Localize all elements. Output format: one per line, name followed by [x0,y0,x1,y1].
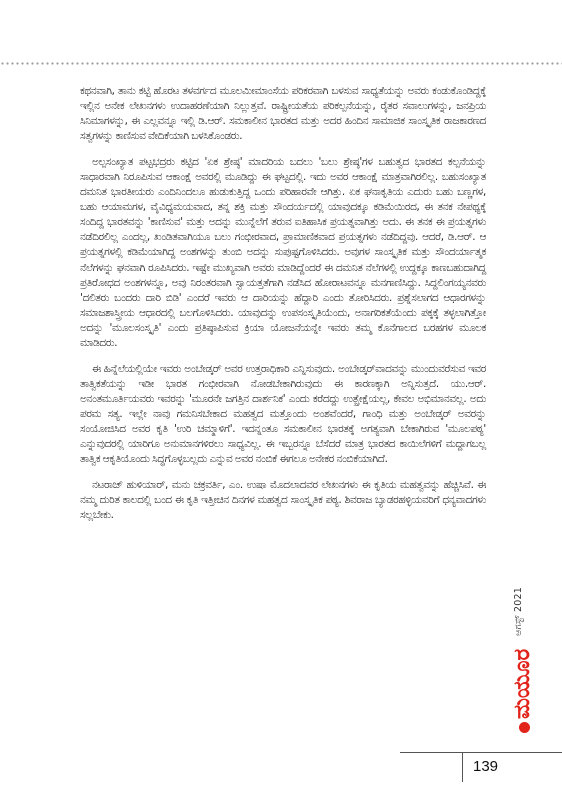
issue-month-label: ಆಗಸ್ಟ್ 2021 [513,586,524,636]
red-dot-marker [519,722,530,733]
dotted-header-rule [0,62,562,65]
article-paragraph-3: ಈ ಹಿನ್ನೆಲೆಯಲ್ಲಿಯೇ ಇವರು ಅಂಬೇಡ್ಕರ್ ಅವರ ಉತ್ತರಾಧಿಕಾರಿ ಎನ್ನಿಸುವುದು. ಅಂಬೇಡ್ಕರ್‌ವಾದವನ್ನು ಮುಂದುವರೆಸುವ ಇವರ ತಾತ್ವಿಕತೆಯನ್ನು ಇಡೀ ಭಾರತ ಗಂಭೀರವಾಗಿ ನೋಡಬೇಕಾಗಿರುವುದು ಈ ಕಾರಣಕ್ಕಾಗಿ ಅನ್ನಿಸುತ್ತದೆ. ಯು.ಆರ್. ಅನಂತಮೂರ್ತಿಯವರು ಇವರನ್ನು 'ಮೂರನೇ ಜಗತ್ತಿನ ದಾರ್ಶನಿಕ' ಎಂದು ಕರೆದದ್ದು ಉತ್ಪ್ರೇಕ್ಷೆಯಲ್ಲ, ಕೇವಲ ಅಭಿಮಾನವಲ್ಲ. ಅದು ಪರಮ ಸತ್ಯ. ಇಲ್ಲೇ ನಾವು ಗಮನಿಸಬೇಕಾದ ಮಹತ್ವದ ಮತ್ತೊಂದು ಅಂಶವೆಂದರೆ, ಗಾಂಧಿ ಮತ್ತು ಅಂಬೇಡ್ಕರ್ ಅವರನ್ನು ಸಂಯೋಜಿಸಿದ ಅವರ ಕೃತಿ 'ಉರಿ ಚಮ್ಮಾಳಿಗೆ'. ಇದನ್ನಂತೂ ಸಮಕಾಲೀನ ಭಾರತಕ್ಕೆ ಅಗತ್ಯವಾಗಿ ಬೇಕಾಗಿರುವ 'ಮೂಲಪಠ್ಯ' ಎನ್ನುವುದರಲ್ಲಿ ಯಾರಿಗೂ ಅನುಮಾನಗಳಿರಲು ಸಾಧ್ಯವಿಲ್ಲ. ಈ ಇಬ್ಬರನ್ನೂ ಬೆಸೆದರೆ ಮಾತ್ರ ಭಾರತದ ಕಾಯಿಲೆಗಳಿಗೆ ಮದ್ದಾಗಬಲ್ಲ ತಾತ್ವಿಕ ಆಕೃತಿಯೊಂದು ಸಿದ್ಧಗೊಳ್ಳಬಲ್ಲದು ಎನ್ನುವ ಅವರ ನಂಬಿಕೆ ಈಗಲೂ ಅನೇಕರ ನಂಬಿಕೆಯಾಗಿದೆ. [80,362,486,466]
article-body [80,84,486,534]
page-number: 139 [462,752,498,782]
article-paragraph-1: ಕಥನವಾಗಿ, ತಾನು ಕಟ್ಟಿ ಹೊರಟ ತಳವರ್ಗದ ಮೂಲಮೀಮಾಂಸೆಯ ಪರಿಕರವಾಗಿ ಬಳಸುವ ಸಾಧ್ಯತೆಯನ್ನು ಅವರು ಕಂಡುಕೊಂಡಿದ್ದಕ್ಕೆ ಇಲ್ಲಿನ ಅನೇಕ ಲೇಖನಗಳು ಉದಾಹರಣೆಯಾಗಿ ನಿಲ್ಲುತ್ತವೆ. ರಾಷ್ಟ್ರೀಯತೆಯ ಪರಿಕಲ್ಪನೆಯನ್ನು, ರೈತರ ಸವಾಲುಗಳನ್ನು, ಜನಪ್ರಿಯ ಸಿನಿಮಾಗಳನ್ನು, ಈ ಎಲ್ಲವನ್ನೂ ಇಲ್ಲಿ ಡಿ.ಆರ್. ಸಮಕಾಲೀನ ಭಾರತದ ಮತ್ತು ಅದರ ಹಿಂದಿನ ಸಾಮಾಜಿಕ ಸಾಂಸ್ಕೃತಿಕ ರಾಜಕಾರಣದ ಸತ್ವಗಳನ್ನು ಕಾಣಿಸುವ ವೇದಿಕೆಯಾಗಿ ಬಳಸಿಕೊಂಡರು. [80,85,486,143]
article-paragraph-4: ನಟರಾಜ್ ಹುಳಿಯಾರ್, ಮನು ಚಕ್ರವರ್ತಿ, ಎಂ. ಉಷಾ ಮೊದಲಾದವರ ಲೇಖನಗಳು ಈ ಕೃತಿಯ ಮಹತ್ವವನ್ನು ಹೆಚ್ಚಿಸಿವೆ. ಈ ನಮ್ಮ ದುರಿತ ಕಾಲದಲ್ಲಿ ಬಂದ ಈ ಕೃತಿ ಇತ್ತೀಚಿನ ದಿನಗಳ ಮಹತ್ವದ ಸಾಂಸ್ಕೃತಿಕ ಪಠ್ಯ. ಶಿವರಾಜ ಬ್ಯಾಡರಹಳ್ಳಿಯವರಿಗೆ ಧನ್ಯವಾದಗಳು ಸಲ್ಲಬೇಕು. [80,479,486,522]
article-paragraph-2: ಅಲ್ಪಸಂಖ್ಯಾತ ಪಟ್ಟಭದ್ರರು ಕಟ್ಟಿದ 'ಏಕ ಶ್ರೇಷ್ಠ' ಮಾದರಿಯ ಬದಲು 'ಬಲು ಶ್ರೇಷ್ಠ'ಗಳ ಬಹುತ್ವದ ಭಾರತದ ಕಲ್ಪನೆಯನ್ನು ಸಾಧಾರವಾಗಿ ನಿರೂಪಿಸುವ ಆಕಾಂಕ್ಷೆ ಅವರಲ್ಲಿ ಮೂಡಿದ್ದು ಈ ಘಟ್ಟದಲ್ಲಿ. ಇದು ಅವರ ಆಕಾಂಕ್ಷೆ ಮಾತ್ರವಾಗಿರಲಿಲ್ಲ. ಬಹುಸಂಖ್ಯಾತ ದಮನಿತ ಭಾರತೀಯರು ಎಂದಿನಿಂದಲೂ ಹುಡುಕುತ್ತಿದ್ದ ಒಂದು ಪರಿಹಾರವೇ ಆಗಿತ್ತು. ಏಕ ಘನಾಕೃತಿಯ ಎದುರು ಬಹು ಬಣ್ಣಗಳ, ಬಹು ಆಯಾಮಗಳ, ವೈವಿಧ್ಯಮಯವಾದ, ತನ್ನ ಶಕ್ತಿ ಮತ್ತು ಸೌಂದರ್ಯದಲ್ಲಿ ಯಾವುದಕ್ಕೂ ಕಡಿಮೆಯಿರದ, ಈ ತನಕ ನೇಪಥ್ಯಕ್ಕೆ ಸಂದಿದ್ದ ಭಾರತವನ್ನು 'ಕಾಣಿಸುವ' ಮತ್ತು ಅದನ್ನು ಮುನ್ನೆಲೆಗೆ ತರುವ ಐತಿಹಾಸಿಕ ಪ್ರಯತ್ನವಾಗಿತ್ತು ಅದು. ಈ ತನಕ ಈ ಪ್ರಯತ್ನಗಳು ನಡೆದಿರಲಿಲ್ಲ ಎಂದಲ್ಲ, ಖಂಡಿತವಾಗಿಯೂ ಬಲು ಗಂಭೀರವಾದ, ಪ್ರಾಮಾಣಿಕವಾದ ಪ್ರಯತ್ನಗಳು ನಡೆದಿದ್ದವು. ಆದರೆ, ಡಿ.ಆರ್. ಆ ಪ್ರಯತ್ನಗಳಲ್ಲಿ ಕಡಿಮೆಯಾಗಿದ್ದ ಅಂಶಗಳನ್ನು ತುಂಬಿ ಅದನ್ನು ಸುಪುಷ್ಟಗೊಳಿಸಿದರು. ಅವುಗಳ ಸಾಂಸ್ಕೃತಿಕ ಮತ್ತು ಸೌಂದರ್ಯಾತ್ಮಕ ನೆಲೆಗಳನ್ನು ಘನವಾಗಿ ರೂಪಿಸಿದರು. ಇಷ್ಟೇ ಮುಖ್ಯವಾಗಿ ಅವರು ಮಾಡಿದ್ದೆಂದರೆ ಈ ದಮನಿತ ನೆಲೆಗಳಲ್ಲಿ ಉದ್ದಕ್ಕೂ ಕಾಣಬಹುದಾಗಿದ್ದ ಪ್ರತಿರೋಧದ ಅಂಶಗಳನ್ನೂ, ಅವು ನಿರಂತರವಾಗಿ ಸ್ವಾಯತ್ತತೆಗಾಗಿ ನಡೆಸಿದ ಹೋರಾಟವನ್ನೂ ಮನಗಾಣಿಸಿದ್ದು. ಸಿದ್ದಲಿಂಗಯ್ಯನವರು 'ದಲಿತರು ಬಂದರು ದಾರಿ ಬಿಡಿ' ಎಂದರೆ ಇವರು ಆ ದಾರಿಯನ್ನು ಹೆದ್ದಾರಿ ಎಂದು ತೋರಿಸಿದರು. ಪ್ರಶ್ನೆಸಲಾಗದ ಆಧಾರಗಳನ್ನು ಸಮಾಜಶಾಸ್ತ್ರೀಯ ಆಧಾರದಲ್ಲಿ ಬಲಗೊಳಿಸಿದರು. ಯಾವುದನ್ನು ಉಪಸಂಸ್ಕೃತಿಯೆಂದು, ಅನಾಗರಿಕತೆಯೆಂದು ಪಕ್ಕಕ್ಕೆ ತಳ್ಳಲಾಗಿತ್ತೋ ಅದನ್ನು 'ಮೂಲಸಂಸ್ಕೃತಿ' ಎಂದು ಪ್ರತಿಷ್ಠಾಪಿಸುವ ಕ್ರಿಯಾ ಯೋಜನೆಯನ್ನೇ ಇವರು ತಮ್ಮ ಕೊನೆಗಾಲದ ಬರಹಗಳ ಮೂಲಕ ಮಾಡಿದರು. [80,156,486,349]
magazine-brand-logo: ಮಯೂರ [510,648,535,719]
